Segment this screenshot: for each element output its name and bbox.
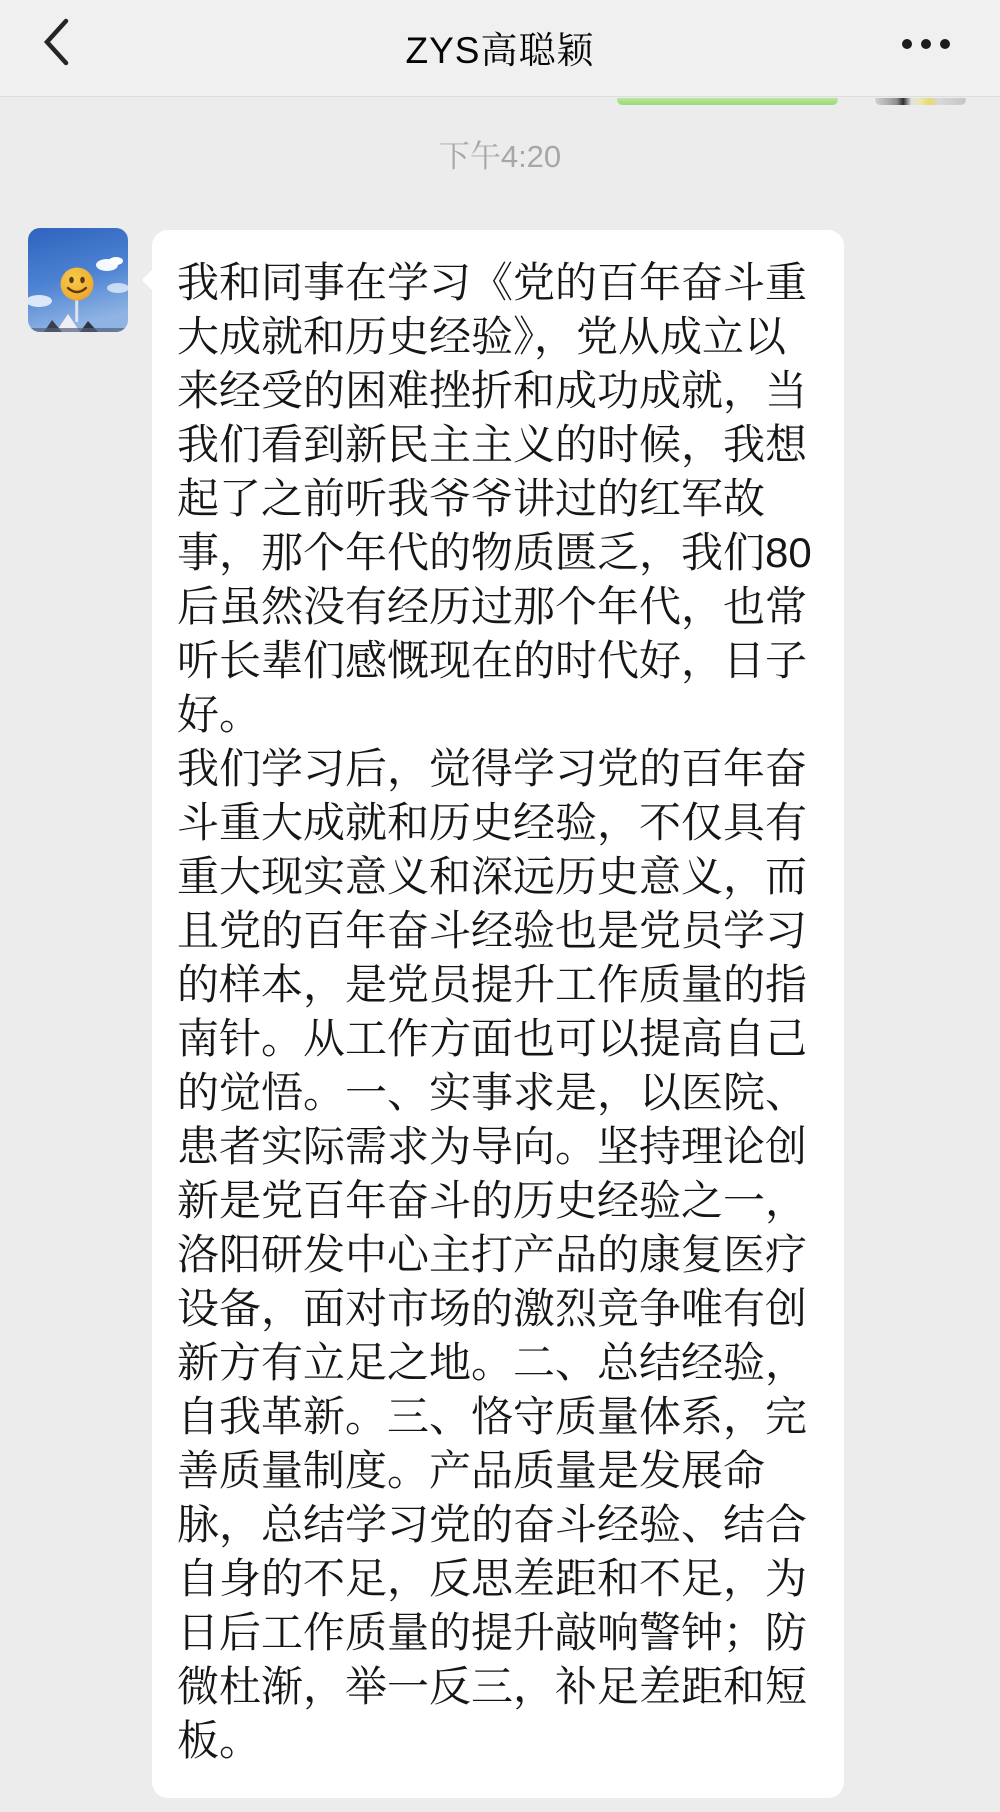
- ellipsis-icon: [902, 39, 912, 49]
- smiley-balloon-sky-image: [28, 228, 128, 332]
- previous-outgoing-bubble-edge[interactable]: [617, 98, 838, 105]
- ellipsis-icon: [940, 39, 950, 49]
- bubble-tail: [142, 269, 165, 292]
- contact-avatar[interactable]: [28, 228, 128, 332]
- more-menu-button[interactable]: [886, 14, 966, 74]
- message-paragraph: 我们学习后，觉得学习党的百年奋斗重大成就和历史经验，不仅具有重大现实意义和深远历史意义，而且党的百年奋斗经验也是党员学习的样本，是党员提升工作质量的指南针。从工作方面也可以提高自己的觉悟。一、实事求是，以医院、患者实际需求为导向。坚持理论创新是党百年奋斗的历史经验之一，洛阳研发中心主打产品的康复医疗设备，面对市场的激烈竞争唯有创新方有立足之地。二、总结经验，自我革新。三、恪守质量体系，完善质量制度。产品质量是发展命脉，总结学习党的奋斗经验、结合自身的不足，反思差距和不足，为日后工作质量的提升敲响警钟；防微杜渐，举一反三，补足差距和短板。: [177, 745, 808, 1764]
- ellipsis-icon: [921, 39, 931, 49]
- previous-own-avatar-edge[interactable]: [875, 98, 966, 105]
- message-paragraph: 我和同事在学习《党的百年奋斗重大成就和历史经验》，党从成立以来经受的困难挫折和成功成就，当我们看到新民主主义的时候，我想起了之前听我爷爷讲过的红军故事，那个年代的物质匮乏，我们80 后虽然没有经历过那个年代，也常听长辈们感慨现在的时代好，日子好。: [177, 259, 812, 738]
- timestamp-label: 下午4:20: [438, 139, 562, 174]
- chevron-left-icon: [43, 18, 70, 69]
- chat-header: [0, 0, 1000, 97]
- message-bubble[interactable]: [152, 230, 844, 1798]
- chat-title: ZYS高聪颖: [405, 30, 595, 71]
- back-button[interactable]: [26, 8, 86, 78]
